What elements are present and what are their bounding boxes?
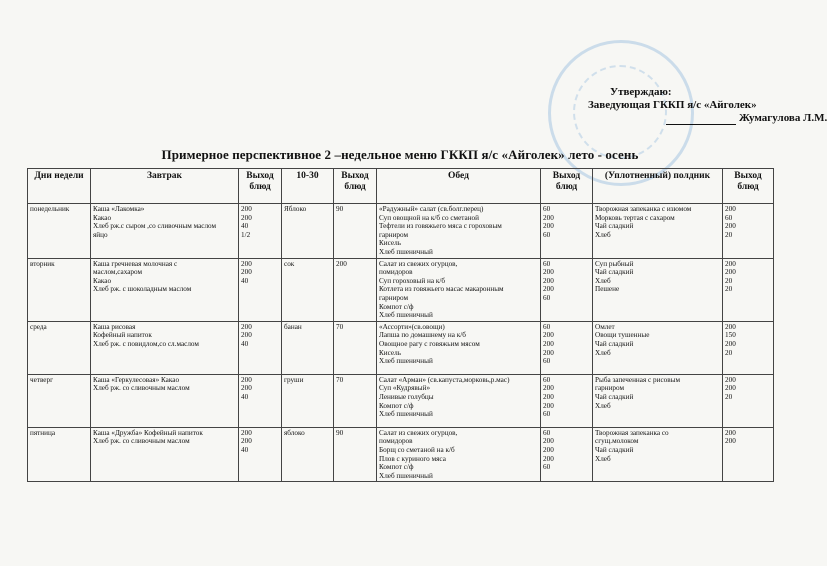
lunch-cell-line: «Радужный» салат (св.болг.перец)	[379, 205, 484, 213]
header-lunch: Обед	[377, 169, 541, 204]
lunch-cell-line: Компот с/ф	[379, 401, 414, 410]
breakfast-output-cell-line: 40	[241, 339, 249, 348]
breakfast-cell-line: Каша «Дружба» Кофейный напиток	[93, 428, 203, 437]
lunch-cell-line: помидоров	[379, 268, 413, 277]
breakfast-output-cell-line: 200	[241, 259, 252, 268]
lunch-cell-line: Лапша по домашнему на к/б	[379, 331, 466, 340]
afternoon-output-cell-line: 200	[725, 268, 736, 277]
lunch-output-cell-line: 200	[543, 454, 554, 463]
afternoon-output-cell-line: 20	[725, 230, 733, 239]
lunch-output-cell-line: 200	[543, 384, 554, 393]
breakfast-output-cell	[239, 321, 282, 374]
breakfast-cell-line: маслом,сахаром	[93, 268, 143, 277]
breakfast-output-cell-line: 40	[241, 222, 249, 231]
table-row	[28, 321, 774, 374]
lunch-cell-line: Салат «Арман» (св.капуста,морковь,р.мас)	[379, 375, 510, 384]
breakfast-cell-line: Каша «Лакомка»	[93, 205, 145, 213]
afternoon-output-cell-line: 20	[725, 285, 733, 294]
snack-cell: Яблоко	[282, 204, 334, 259]
afternoon-output-cell-line: 150	[725, 331, 736, 340]
breakfast-output-cell-line: 40	[241, 276, 249, 285]
lunch-output-cell-line: 200	[543, 437, 554, 446]
afternoon-cell-line: Хлеб	[595, 454, 611, 463]
lunch-output-cell-line: 60	[543, 322, 551, 331]
lunch-output-cell-line: 60	[543, 428, 551, 437]
day-cell: четверг	[28, 374, 91, 427]
afternoon-cell-line: Хлеб	[595, 230, 611, 239]
lunch-output-cell-line: 200	[543, 276, 554, 285]
signature-line	[666, 124, 736, 125]
lunch-output-cell	[541, 427, 593, 482]
afternoon-cell-line: Овощи тушенные	[595, 331, 650, 340]
approval-block	[588, 86, 827, 125]
afternoon-cell-line: Творожная запеканка с изюмом	[595, 205, 692, 213]
breakfast-cell-line: Кофейный напиток	[93, 331, 152, 340]
lunch-cell-line: Хлеб пшеничный	[379, 357, 433, 366]
lunch-cell-line: «Ассорти»(св.овощи)	[379, 322, 445, 331]
lunch-cell	[377, 374, 541, 427]
lunch-cell-line: Компот с/ф	[379, 302, 414, 311]
breakfast-cell-line: Хлеб рж. со сливочным маслом	[93, 437, 190, 446]
afternoon-output-cell	[723, 427, 774, 482]
lunch-cell-line: Суп овощной на к/б со сметаной	[379, 213, 479, 222]
breakfast-output-cell	[239, 427, 282, 482]
afternoon-cell-line: гарниром	[595, 384, 625, 393]
table-row	[28, 258, 774, 321]
breakfast-output-cell-line: 40	[241, 392, 249, 401]
breakfast-output-cell-line: 200	[241, 322, 252, 331]
lunch-output-cell	[541, 258, 593, 321]
lunch-output-cell-line: 200	[543, 401, 554, 410]
page-title: Примерное перспективное 2 –недельное меню ГККП я/с «Айголек» лето - осень	[161, 147, 639, 162]
breakfast-output-cell-line: 40	[241, 445, 249, 454]
snack-cell: груши	[282, 374, 334, 427]
breakfast-output-cell-line: 1/2	[241, 230, 251, 239]
afternoon-output-cell-line: 200	[725, 437, 736, 446]
lunch-output-cell-line: 200	[543, 348, 554, 357]
lunch-cell-line: Котлета из говяжьего масас макаронным	[379, 285, 504, 294]
lunch-cell-line: Борщ со сметаной на к/б	[379, 445, 455, 454]
afternoon-output-cell-line: 200	[725, 205, 736, 213]
breakfast-output-cell-line: 200	[241, 375, 252, 384]
day-cell: понедельник	[28, 204, 91, 259]
menu-table	[27, 168, 774, 482]
afternoon-cell-line: Хлеб	[595, 348, 611, 357]
afternoon-cell	[593, 258, 723, 321]
lunch-cell	[377, 204, 541, 259]
lunch-output-cell-line: 200	[543, 285, 554, 294]
breakfast-cell	[91, 374, 239, 427]
day-cell: среда	[28, 321, 91, 374]
approval-line-2: Заведующая ГККП я/с «Айголек»	[588, 99, 757, 111]
approval-line-1: Утверждаю:	[610, 86, 672, 98]
table-row	[28, 374, 774, 427]
table-row	[28, 204, 774, 259]
afternoon-cell-line: сгущ.молоком	[595, 437, 639, 446]
lunch-cell	[377, 427, 541, 482]
lunch-output-cell-line: 60	[543, 463, 551, 472]
snack-output-cell: 70	[334, 374, 377, 427]
lunch-cell-line: Овощное рагу с говяжьим мясом	[379, 339, 480, 348]
afternoon-output-cell-line: 20	[725, 392, 733, 401]
breakfast-cell	[91, 258, 239, 321]
lunch-cell-line: Хлеб пшеничный	[379, 410, 433, 419]
afternoon-output-cell-line: 200	[725, 322, 736, 331]
afternoon-cell-line: Чай сладкий	[595, 222, 634, 231]
lunch-cell-line: Хлеб пшеничный	[379, 247, 433, 256]
lunch-output-cell-line: 200	[543, 331, 554, 340]
snack-output-cell: 70	[334, 321, 377, 374]
afternoon-cell-line: Хлеб	[595, 401, 611, 410]
afternoon-output-cell	[723, 374, 774, 427]
lunch-cell-line: Тефтели из говяжьего мяса с гороховым	[379, 222, 502, 231]
afternoon-cell	[593, 321, 723, 374]
day-cell: пятница	[28, 427, 91, 482]
afternoon-output-cell	[723, 204, 774, 259]
lunch-cell-line: Салат из свежих огурцов,	[379, 428, 458, 437]
header-snack-output: Выход блюд	[334, 169, 377, 204]
breakfast-output-cell-line: 200	[241, 437, 252, 446]
afternoon-output-cell	[723, 258, 774, 321]
afternoon-output-cell-line: 20	[725, 276, 733, 285]
breakfast-output-cell	[239, 374, 282, 427]
lunch-cell-line: гарниром	[379, 230, 409, 239]
afternoon-cell-line: Чай сладкий	[595, 445, 634, 454]
afternoon-cell-line: Хлеб	[595, 276, 611, 285]
afternoon-cell-line: Чай сладкий	[595, 268, 634, 277]
afternoon-output-cell-line: 20	[725, 348, 733, 357]
snack-cell: банан	[282, 321, 334, 374]
table-row	[28, 427, 774, 482]
afternoon-cell-line: Омлет	[595, 322, 615, 331]
day-cell: вторник	[28, 258, 91, 321]
header-breakfast: Завтрак	[91, 169, 239, 204]
snack-cell: яблоко	[282, 427, 334, 482]
snack-output-cell: 200	[334, 258, 377, 321]
header-lunch-output: Выход блюд	[541, 169, 593, 204]
lunch-output-cell-line: 60	[543, 357, 551, 366]
snack-output-cell: 90	[334, 204, 377, 259]
afternoon-cell	[593, 374, 723, 427]
afternoon-cell	[593, 204, 723, 259]
breakfast-cell-line: Какао	[93, 213, 112, 222]
header-days: Дни недели	[28, 169, 91, 204]
lunch-output-cell-line: 200	[543, 445, 554, 454]
breakfast-output-cell-line: 200	[241, 213, 252, 222]
lunch-output-cell	[541, 321, 593, 374]
lunch-output-cell-line: 60	[543, 205, 551, 213]
lunch-cell-line: Хлеб пшеничный	[379, 311, 433, 320]
afternoon-cell-line: Рыба запеченная с рисовым	[595, 375, 681, 384]
lunch-output-cell-line: 200	[543, 339, 554, 348]
breakfast-cell	[91, 321, 239, 374]
header-row	[28, 169, 774, 204]
menu-body	[28, 204, 774, 482]
breakfast-output-cell	[239, 204, 282, 259]
lunch-cell-line: Суп «Кудрявый»	[379, 384, 431, 393]
snack-output-cell: 90	[334, 427, 377, 482]
breakfast-output-cell-line: 200	[241, 331, 252, 340]
lunch-output-cell-line: 200	[543, 222, 554, 231]
header-afternoon: (Уплотненный) полдник	[593, 169, 723, 204]
lunch-cell	[377, 321, 541, 374]
afternoon-cell-line: Суп рыбный	[595, 259, 634, 268]
breakfast-cell-line: Какао	[93, 276, 112, 285]
lunch-output-cell-line: 60	[543, 293, 551, 302]
afternoon-output-cell-line: 200	[725, 375, 736, 384]
lunch-output-cell-line: 60	[543, 230, 551, 239]
breakfast-cell-line: Каша рисовая	[93, 322, 136, 331]
lunch-output-cell	[541, 374, 593, 427]
breakfast-cell-line: яйцо	[93, 230, 108, 239]
breakfast-output-cell-line: 200	[241, 268, 252, 277]
breakfast-output-cell-line: 200	[241, 428, 252, 437]
afternoon-output-cell-line: 200	[725, 222, 736, 231]
afternoon-cell-line: Чай сладкий	[595, 339, 634, 348]
breakfast-cell	[91, 427, 239, 482]
lunch-cell-line: Кисель	[379, 239, 401, 248]
afternoon-output-cell-line: 60	[725, 213, 733, 222]
lunch-output-cell-line: 200	[543, 268, 554, 277]
afternoon-output-cell-line: 200	[725, 339, 736, 348]
afternoon-output-cell-line: 200	[725, 428, 736, 437]
lunch-output-cell-line: 60	[543, 259, 551, 268]
afternoon-cell-line: Морковь тертая с сахаром	[595, 213, 675, 222]
lunch-output-cell-line: 60	[543, 410, 551, 419]
lunch-cell	[377, 258, 541, 321]
afternoon-cell	[593, 427, 723, 482]
lunch-cell-line: Хлеб пшеничный	[379, 471, 433, 480]
lunch-output-cell	[541, 204, 593, 259]
lunch-cell-line: Плов с куриного мяса	[379, 454, 446, 463]
breakfast-cell-line: Хлеб рж.с сыром ,со сливочным маслом	[93, 222, 217, 231]
breakfast-cell-line: Хлеб рж. с шоколадным маслом	[93, 285, 192, 294]
breakfast-output-cell	[239, 258, 282, 321]
lunch-cell-line: Компот с/ф	[379, 463, 414, 472]
lunch-output-cell-line: 200	[543, 392, 554, 401]
afternoon-cell-line: Пешене	[595, 285, 620, 294]
lunch-output-cell-line: 60	[543, 375, 551, 384]
header-snack: 10-30	[282, 169, 334, 204]
header-afternoon-output: Выход блюд	[723, 169, 774, 204]
lunch-cell-line: Кисель	[379, 348, 401, 357]
lunch-cell-line: гарниром	[379, 293, 409, 302]
lunch-cell-line: помидоров	[379, 437, 413, 446]
breakfast-cell-line: Хлеб рж. с повидлом,со сл.маслом	[93, 339, 199, 348]
approval-line-3: Жумагулова Л.М.	[739, 112, 827, 124]
lunch-cell-line: Ленивые голубцы	[379, 392, 434, 401]
header-breakfast-output: Выход блюд	[239, 169, 282, 204]
snack-cell: сок	[282, 258, 334, 321]
lunch-cell-line: Суп гороховый на к/б	[379, 276, 445, 285]
afternoon-output-cell-line: 200	[725, 384, 736, 393]
afternoon-cell-line: Творожная запеканка со	[595, 428, 669, 437]
breakfast-cell-line: Хлеб рж. со сливочным маслом	[93, 384, 190, 393]
breakfast-cell-line: Каша гречневая молочная с	[93, 259, 178, 268]
lunch-cell-line: Салат из свежих огурцов,	[379, 259, 458, 268]
breakfast-output-cell-line: 200	[241, 205, 252, 213]
afternoon-output-cell	[723, 321, 774, 374]
lunch-output-cell-line: 200	[543, 213, 554, 222]
breakfast-output-cell-line: 200	[241, 384, 252, 393]
breakfast-cell-line: Каша «Геркулесовая» Какао	[93, 375, 180, 384]
afternoon-output-cell-line: 200	[725, 259, 736, 268]
breakfast-cell	[91, 204, 239, 259]
afternoon-cell-line: Чай сладкий	[595, 392, 634, 401]
